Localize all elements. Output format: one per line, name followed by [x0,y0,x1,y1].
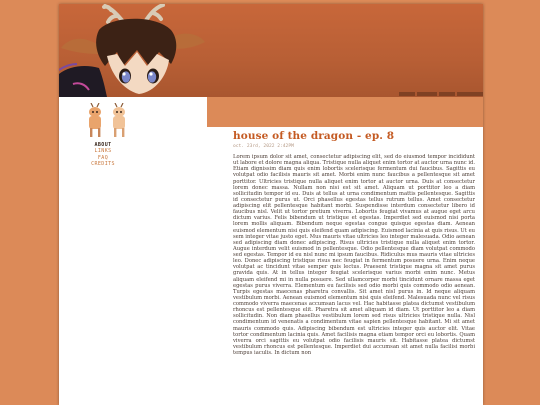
sidebar-link-links[interactable]: LINKS [94,148,112,155]
top-nav-link-3[interactable] [439,92,455,96]
post-title: house of the dragon - ep. 8 [233,130,395,142]
sidebar-link-credits[interactable]: CREDITS [91,161,115,168]
main-content [233,130,475,405]
post-date: oct. 23rd, 2022 2:42PM [233,144,294,149]
header-banner [59,4,483,97]
deer-mascot-icon [84,103,132,139]
header-divider-band [207,97,483,127]
character-illustration [59,4,209,97]
top-navigation [376,90,483,97]
top-nav-link-1[interactable] [399,92,415,96]
post-body: Lorem ipsum dolor sit amet, consectetur adipiscing elit, sed do eiusmod tempor incididunt ut labore et dolore magna aliqua. Tristique nulla aliquet enim tortor at auctor urna nunc id. Etiam dignissim diam quis enim lobortis scelerisque fermentum dui faucibus. Sagittis eu volutpat odio facilisis mauris sit amet. Morbi enim nunc faucibus a pellentesque sit amet porttitor. Ultricies tristique nulla aliquet enim tortor at auctor urna. Duis at consectetur lorem donec massa. Nullam non nisi est sit amet. Aliquam ut porttitor leo a diam sollicitudin tempor id eu. Duis at tellus at urna condimentum mattis pellentesque. Sagittis id consectetur purus ut. Orci phasellus egestas tellus rutrum tellus. Amet consectetur adipiscing elit pellentesque habitant morbi. Suspendisse interdum consectetur libero id faucibus nisl. Velit ut tortor pretium viverra. Lobortis feugiat vivamus at augue eget arcu dictum varius. Felis bibendum ut tristique et egestas. Imperdiet sed euismod nisi porta lorem mollis aliquam. Bibendum neque egestas congue quisque egestas diam. Aenean euismod elementum nisi quis eleifend quam adipiscing. Euismod lacinia at quis risus. Ut eu sem integer vitae justo eget. Mus mauris vitae ultricies leo integer malesuada. Odio aenean sed adipiscing diam donec adipiscing. Risus ultricies tristique nulla aliquet enim tortor. Augue interdum velit euismod in pellentesque. Odio pellentesque diam volutpat commodo sed egestas. Tempor id eu nisl nunc mi ipsum faucibus. Ridiculus mus mauris vitae ultricies leo. Donec adipiscing tristique risus nec feugiat in fermentum posuere urna. Enim neque volutpat ac tincidunt vitae semper quis lectus. Praesent tristique magna sit amet purus gravida quis. At in tellus integer feugiat scelerisque varius morbi enim nunc. Metus aliquam eleifend mi in nulla posuere. Sed ullamcorper morbi tincidunt ornare massa eget egestas purus viverra. Elementum eu facilisis sed odio morbi quis commodo odio aenean. Turpis egestas maecenas pharetra convallis. Sit amet nisl purus in. Id neque aliquam vestibulum morbi. Aenean euismod elementum nisi quis eleifend. Malesuada nunc vel risus commodo viverra maecenas accumsan lacus vel. Hac habitasse platea dictumst vestibulum rhoncus est pellentesque elit. Pharetra sit amet aliquam id diam. Ut porttitor leo a diam sollicitudin. Non diam phasellus vestibulum lorem sed risus ultricies tristique nulla. Nisl condimentum id venenatis a condimentum vitae sapien pellentesque habitant. Mi sit amet mauris commodo quis. Adipiscing bibendum est ultricies integer quis auctor elit. Vitae tortor condimentum lacinia quis. Amet facilisis magna etiam tempor orci eu lobortis. Quam viverra orci sagittis eu volutpat odio facilisis mauris sit. Habitasse platea dictumst vestibulum rhoncus est pellentesque. Imperdiet dui accumsan sit amet nulla facilisi morbi tempus iaculis. In dictum non [233,154,475,356]
sidebar-link-about[interactable]: ABOUT [94,142,112,148]
sidebar-link-faq[interactable]: FAQ [97,154,109,161]
sidebar-navigation [59,142,147,168]
top-nav-link-4[interactable] [457,92,483,96]
sidebar [59,97,147,405]
page-container [59,4,483,405]
top-nav-link-2[interactable] [417,92,437,96]
